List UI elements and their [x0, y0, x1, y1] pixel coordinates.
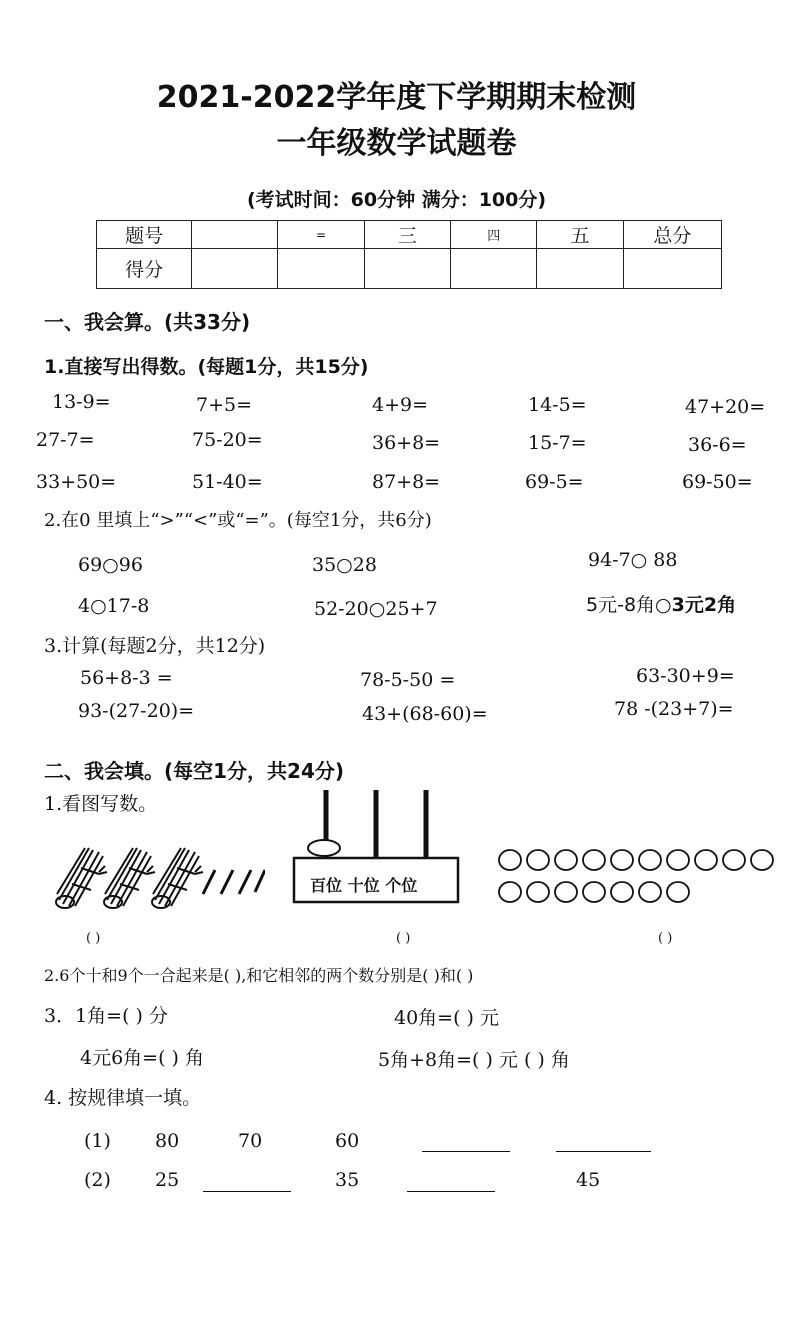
- circle-icon: [723, 850, 745, 870]
- q4-row2-blank[interactable]: [203, 1171, 291, 1192]
- calc-problem: 78-5-50 =: [360, 669, 456, 691]
- section2-heading: 二、我会填。(每空1分，共24分): [44, 759, 345, 783]
- abacus-label-hundreds: 百位: [310, 876, 343, 895]
- score-table-header-cell: 五: [537, 221, 623, 249]
- q4-row1-index: (1): [84, 1130, 111, 1152]
- score-input-cell[interactable]: [451, 249, 537, 289]
- bundle-icon: [104, 848, 155, 908]
- score-input-cell[interactable]: [623, 249, 721, 289]
- q1-answer-blank[interactable]: ( ): [658, 931, 673, 946]
- arith-problem: 69-5=: [525, 471, 584, 493]
- q3-item: 40角=( ) 元: [394, 1007, 500, 1029]
- compare-item: 94-7○ 88: [588, 549, 678, 571]
- exam-title-line1: 2021-2022学年度下学期期末检测: [156, 80, 637, 115]
- circle-icon: [499, 850, 521, 870]
- exam-info: (考试时间：60分钟 满分：100分): [246, 189, 547, 211]
- q3-item: 5角+8角=( ) 元 ( ) 角: [378, 1049, 570, 1071]
- score-table-header-cell: =: [278, 221, 364, 249]
- score-input-cell[interactable]: [192, 249, 278, 289]
- circle-icon: [555, 850, 577, 870]
- q4-row1-value: 60: [335, 1130, 360, 1152]
- circle-icon: [583, 850, 605, 870]
- q4-row1-value: 80: [155, 1130, 180, 1152]
- q3-item: 3．1角=( ) 分: [44, 1005, 169, 1027]
- arith-problem: 7+5=: [196, 394, 253, 416]
- q4-row1-blank[interactable]: [556, 1131, 651, 1152]
- circle-icon: [555, 882, 577, 902]
- arith-problem: 33+50=: [36, 471, 117, 493]
- compare-item-right: ○3元2角: [655, 594, 737, 616]
- q4-row1-value: 70: [238, 1130, 263, 1152]
- score-row-label: 得分: [97, 249, 192, 289]
- q4-row2-index: (2): [84, 1169, 111, 1191]
- circle-icon: [527, 882, 549, 902]
- q1-answer-blank[interactable]: ( ): [86, 931, 101, 946]
- arith-problem: 4+9=: [372, 394, 429, 416]
- exam-title-line2: 一年级数学试题卷: [276, 126, 517, 161]
- section1-part3-heading: 3.计算(每题2分，共12分): [44, 635, 266, 657]
- bundle-icon: [152, 848, 203, 908]
- stick-bundles-icon: [55, 846, 265, 910]
- arith-problem: 27-7=: [36, 429, 95, 451]
- circle-icon: [527, 850, 549, 870]
- score-table-header-row: [97, 221, 722, 249]
- abacus-label-ones: 个位: [385, 876, 418, 895]
- circle-icon: [499, 882, 521, 902]
- section1-heading: 一、我会算。(共33分): [44, 310, 251, 334]
- calc-problem: 43+(68-60)=: [362, 703, 488, 725]
- arith-problem: 75-20=: [192, 429, 263, 451]
- score-input-cell[interactable]: [278, 249, 364, 289]
- arith-problem: 51-40=: [192, 471, 263, 493]
- compare-item: 52-20○25+7: [314, 598, 438, 620]
- score-table-score-row: [97, 249, 722, 289]
- circle-icon: [639, 850, 661, 870]
- circles-group-icon: [496, 846, 788, 910]
- score-table-header-cell: 三: [364, 221, 450, 249]
- bundle-icon: [56, 848, 107, 908]
- arith-problem: 87+8=: [372, 471, 441, 493]
- arith-problem: 69-50=: [682, 471, 753, 493]
- q3-item: 4元6角=( ) 角: [80, 1047, 205, 1069]
- circle-icon: [611, 850, 633, 870]
- abacus-place-labels: [310, 873, 417, 896]
- compare-item: [586, 590, 736, 617]
- calc-problem: 63-30+9=: [636, 665, 735, 687]
- q4-row2-value: 45: [576, 1169, 601, 1191]
- circle-icon: [611, 882, 633, 902]
- arith-problem: 15-7=: [528, 432, 587, 454]
- q1-answer-blank[interactable]: ( ): [396, 931, 411, 946]
- q4-row2-value: 35: [335, 1169, 360, 1191]
- score-input-cell[interactable]: [537, 249, 623, 289]
- calc-problem: 78 -(23+7)=: [614, 698, 734, 720]
- circle-icon: [751, 850, 773, 870]
- score-table-header-cell: 总分: [623, 221, 721, 249]
- q4-row1-blank[interactable]: [422, 1131, 510, 1152]
- circle-icon: [639, 882, 661, 902]
- q2-text: 2.6个十和9个一合起来是( ),和它相邻的两个数分别是( )和( ): [44, 966, 474, 985]
- circle-icon: [667, 850, 689, 870]
- q4-row2-value: 25: [155, 1169, 180, 1191]
- section1-part2-heading: 2.在0 里填上“>”“<”或“=”。(每空1分，共6分): [44, 510, 432, 531]
- circle-icon: [583, 882, 605, 902]
- abacus-label-tens: 十位: [347, 876, 380, 895]
- calc-problem: 93-(27-20)=: [78, 700, 195, 722]
- section1-part1-heading: 1.直接写出得数。(每题1分，共15分): [44, 356, 369, 378]
- compare-item: 4○17-8: [78, 595, 150, 617]
- compare-item: 35○28: [312, 554, 377, 576]
- score-table: [96, 220, 722, 289]
- arith-problem: 36+8=: [372, 432, 441, 454]
- arith-problem: 14-5=: [528, 394, 587, 416]
- circle-icon: [667, 882, 689, 902]
- arith-problem: 13-9=: [52, 391, 111, 413]
- compare-item-left: 5元-8角: [586, 594, 656, 616]
- q4-label: 4. 按规律填一填。: [44, 1087, 202, 1109]
- arith-problem: 36-6=: [688, 434, 747, 456]
- calc-problem: 56+8-3 =: [80, 667, 173, 689]
- score-table-header-cell: 四: [451, 221, 537, 249]
- circle-icon: [695, 850, 717, 870]
- score-table-header-cell: 题号: [97, 221, 192, 249]
- compare-item: 69○96: [78, 554, 143, 576]
- arith-problem: 47+20=: [685, 396, 766, 418]
- score-table-header-cell: [192, 221, 278, 249]
- q4-row2-blank[interactable]: [407, 1171, 495, 1192]
- score-input-cell[interactable]: [364, 249, 450, 289]
- q1-label: 1.看图写数。: [44, 793, 158, 815]
